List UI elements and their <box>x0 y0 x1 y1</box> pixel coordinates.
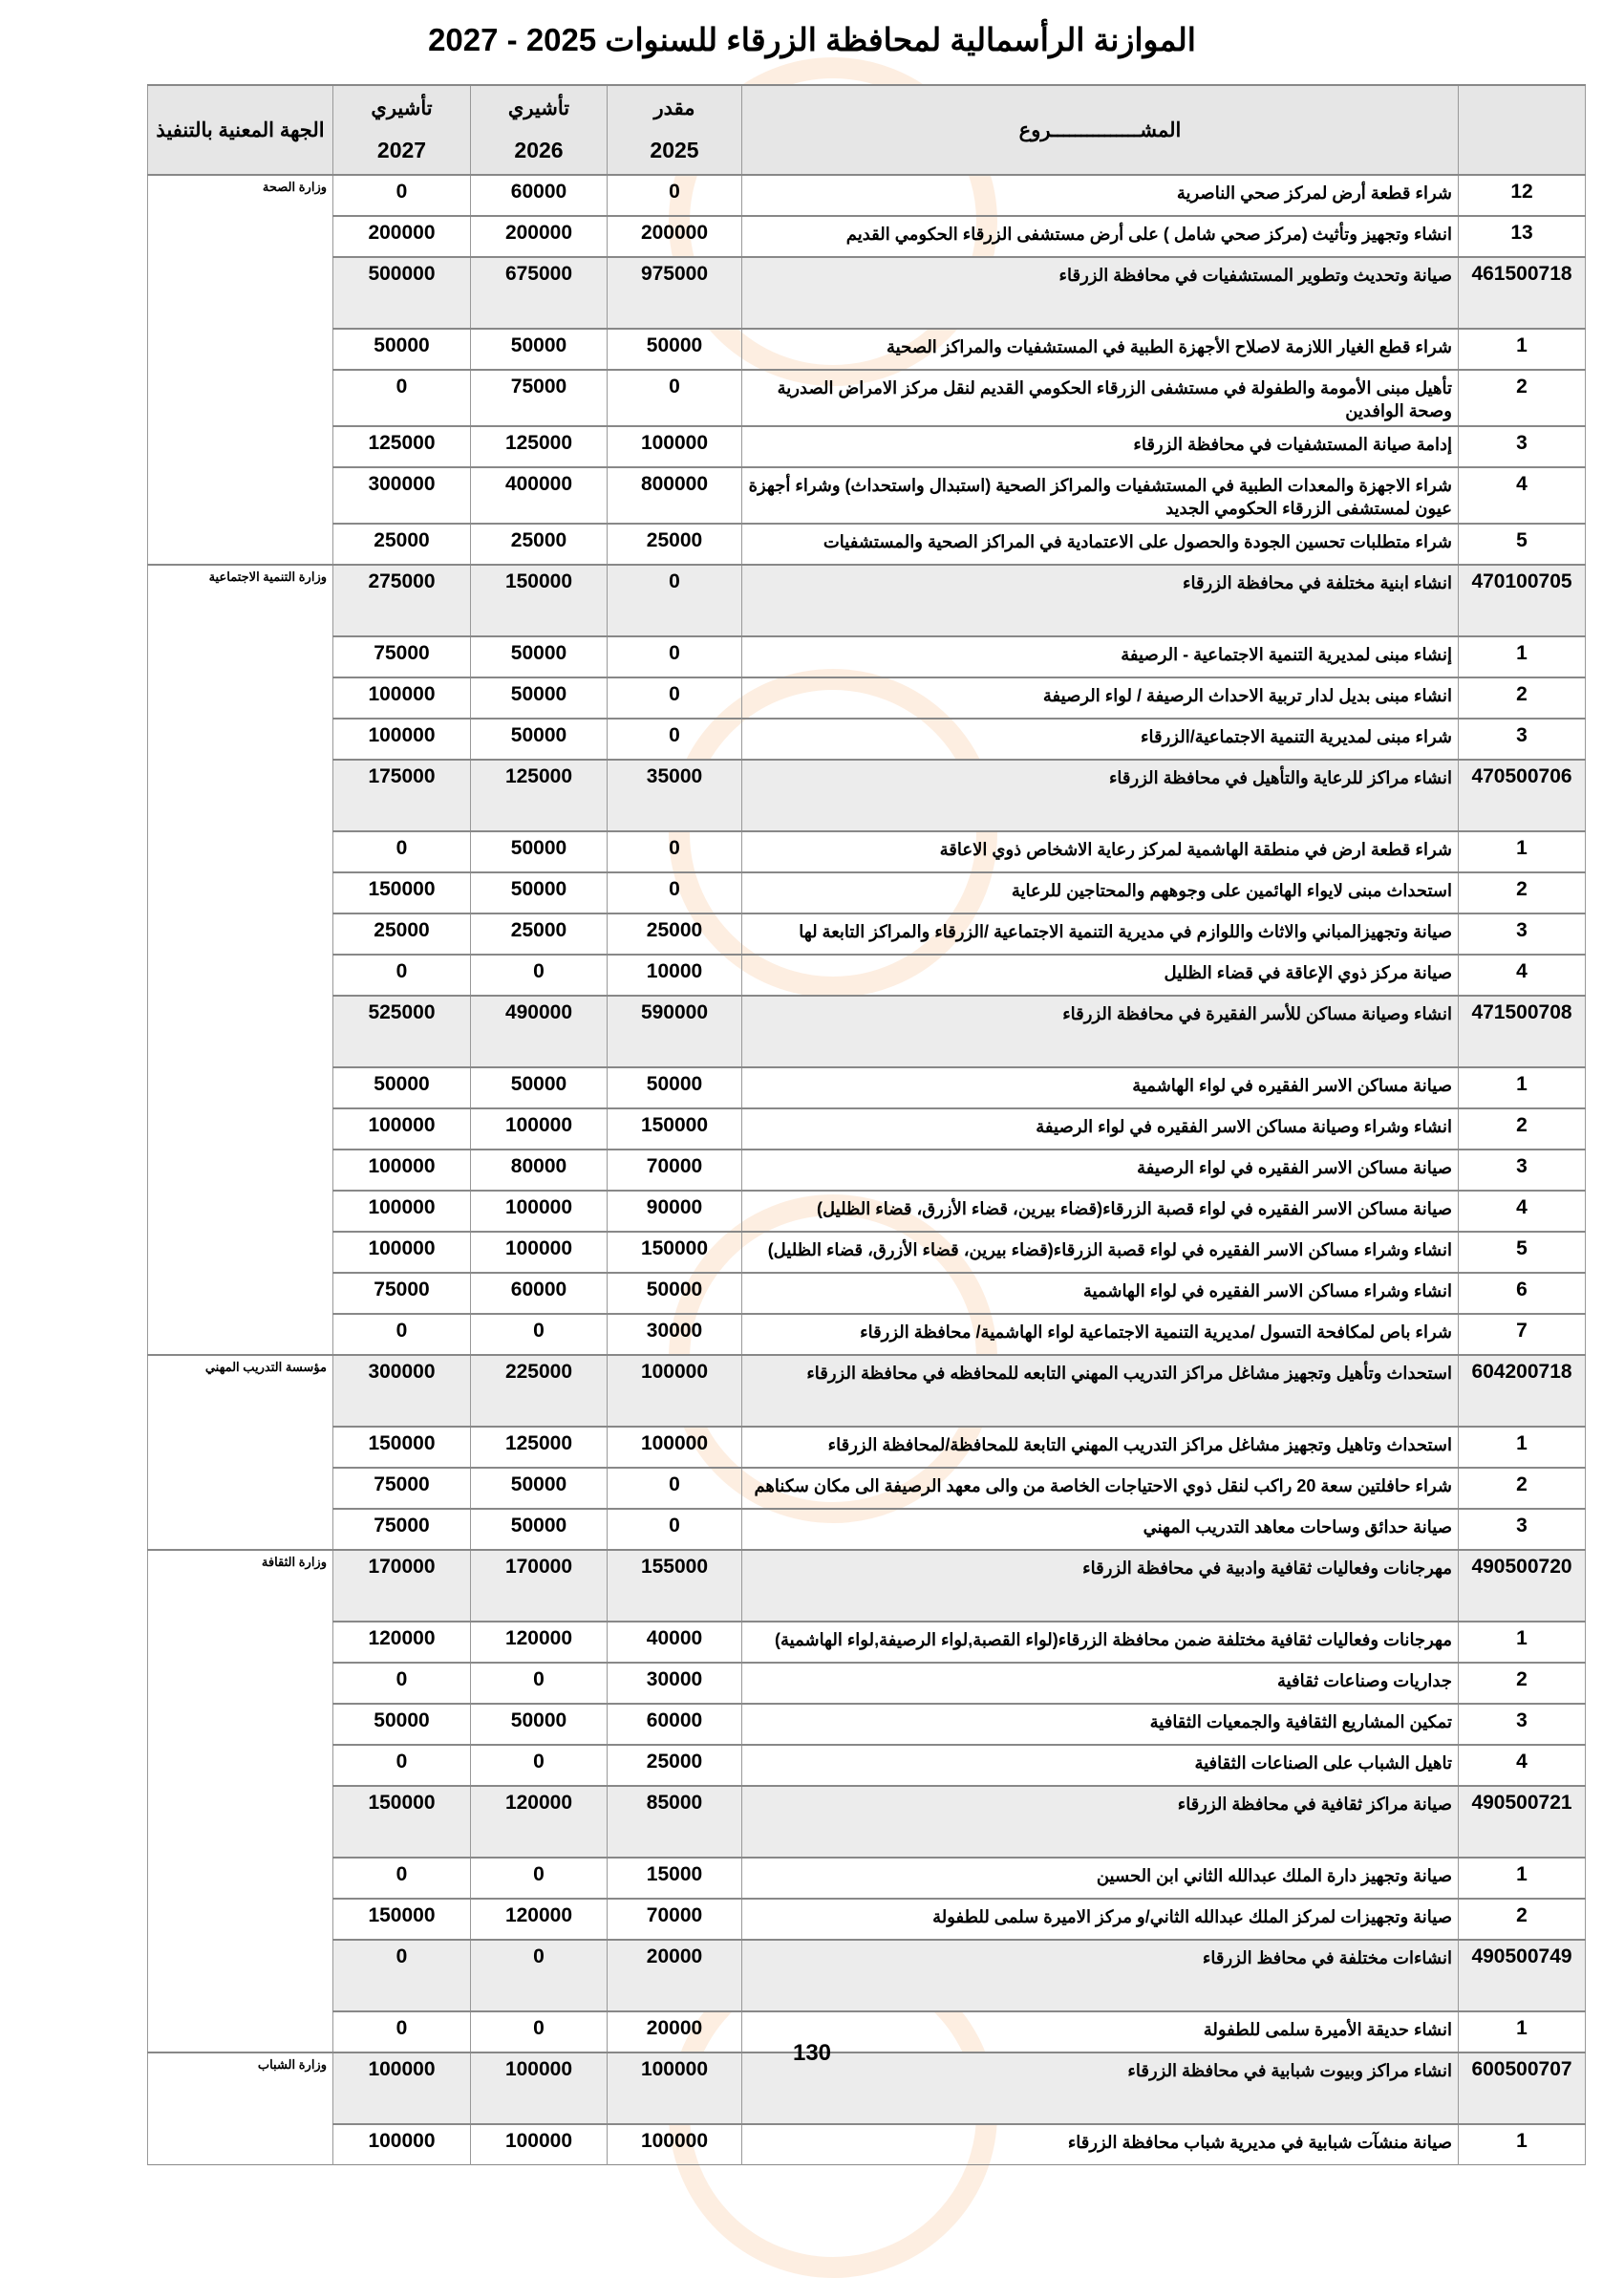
value-2025: 20000 <box>608 1940 742 2011</box>
value-2026: 50000 <box>471 1468 608 1509</box>
value-2025: 85000 <box>608 1786 742 1858</box>
project-name: صيانة وتجهيزات لمركز الملك عبدالله الثاني/و مركز الاميرة سلمى للطفولة <box>742 1899 1459 1940</box>
value-2025: 30000 <box>608 1314 742 1355</box>
value-2026: 120000 <box>471 1786 608 1858</box>
value-2025: 975000 <box>608 257 742 329</box>
value-2026: 60000 <box>471 1273 608 1314</box>
value-2025: 60000 <box>608 1704 742 1745</box>
value-2025: 25000 <box>608 524 742 565</box>
value-2027: 120000 <box>333 1622 471 1663</box>
value-2025: 40000 <box>608 1622 742 1663</box>
project-name: انشاءات مختلفة في محافظ الزرقاء <box>742 1940 1459 2011</box>
value-2027: 25000 <box>333 524 471 565</box>
project-name: انشاء ابنية مختلفة في محافظة الزرقاء <box>742 565 1459 636</box>
value-2026: 120000 <box>471 1899 608 1940</box>
project-name: شراء حافلتين سعة 20 راكب لنقل ذوي الاحتياجات الخاصة من والى معهد الرصيفة الى مكان سكناهم <box>742 1468 1459 1509</box>
project-code: 4 <box>1459 1191 1586 1232</box>
program-row <box>148 1786 1586 1858</box>
value-2026: 0 <box>471 955 608 996</box>
value-2026: 50000 <box>471 1067 608 1108</box>
value-2025: 100000 <box>608 2124 742 2165</box>
project-name: مهرجانات وفعاليات ثقافية وادبية في محافظة الزرقاء <box>742 1550 1459 1622</box>
page-title: الموازنة الرأسمالية لمحافظة الزرقاء للسنوات 2025 - 2027 <box>428 22 1196 57</box>
project-name: جداريات وصناعات ثقافية <box>742 1663 1459 1704</box>
value-2025: 100000 <box>608 1355 742 1427</box>
program-row <box>148 257 1586 329</box>
value-2026: 75000 <box>471 370 608 426</box>
value-2027: 500000 <box>333 257 471 329</box>
project-code: 604200718 <box>1459 1355 1586 1427</box>
value-2027: 0 <box>333 370 471 426</box>
project-code: 2 <box>1459 1663 1586 1704</box>
table-row <box>148 636 1586 677</box>
project-code: 490500721 <box>1459 1786 1586 1858</box>
project-name: صيانة مراكز ثقافية في محافظة الزرقاء <box>742 1786 1459 1858</box>
value-2026: 150000 <box>471 565 608 636</box>
project-name: مهرجانات وفعاليات ثقافية مختلفة ضمن محافظة الزرقاء(لواء القصبة,لواء الرصيفة,لواء الهاشمية) <box>742 1622 1459 1663</box>
project-name: انشاء وتجهيز وتأثيث (مركز صحي شامل ) على أرض مستشفى الزرقاء الحكومي القديم <box>742 216 1459 257</box>
project-name: صيانة وتحديث وتطوير المستشفيات في محافظة الزرقاء <box>742 257 1459 329</box>
implementing-ministry: وزارة الشباب <box>148 2052 333 2165</box>
value-2027: 100000 <box>333 677 471 719</box>
table-row <box>148 1314 1586 1355</box>
header-2027-label: تأشيري <box>371 97 433 119</box>
value-2025: 0 <box>608 565 742 636</box>
program-row <box>148 565 1586 636</box>
value-2025: 25000 <box>608 913 742 955</box>
header-code <box>1459 85 1586 175</box>
value-2025: 20000 <box>608 2011 742 2052</box>
value-2025: 0 <box>608 1468 742 1509</box>
project-name: تاهيل الشباب على الصناعات الثقافية <box>742 1745 1459 1786</box>
value-2026: 80000 <box>471 1150 608 1191</box>
value-2027: 150000 <box>333 1899 471 1940</box>
project-code: 2 <box>1459 1468 1586 1509</box>
project-code: 3 <box>1459 719 1586 760</box>
value-2026: 0 <box>471 1314 608 1355</box>
table-body <box>148 175 1586 2165</box>
value-2025: 25000 <box>608 1745 742 1786</box>
table-row <box>148 719 1586 760</box>
value-2026: 170000 <box>471 1550 608 1622</box>
project-code: 1 <box>1459 1858 1586 1899</box>
value-2026: 125000 <box>471 760 608 831</box>
table-row <box>148 370 1586 426</box>
value-2026: 200000 <box>471 216 608 257</box>
project-code: 2 <box>1459 677 1586 719</box>
table-row <box>148 467 1586 524</box>
value-2027: 150000 <box>333 1786 471 1858</box>
table-row <box>148 1468 1586 1509</box>
value-2025: 15000 <box>608 1858 742 1899</box>
project-name: استحداث وتأهيل وتجهيز مشاغل مراكز التدريب المهني التابعه للمحافظه في محافظة الزرقاء <box>742 1355 1459 1427</box>
value-2025: 150000 <box>608 1108 742 1150</box>
value-2026: 50000 <box>471 677 608 719</box>
program-row <box>148 996 1586 1067</box>
project-name: انشاء حديقة الأميرة سلمى للطفولة <box>742 2011 1459 2052</box>
value-2027: 75000 <box>333 1273 471 1314</box>
project-name: صيانة وتجهيز دارة الملك عبدالله الثاني ابن الحسين <box>742 1858 1459 1899</box>
table-row <box>148 329 1586 370</box>
project-name: انشاء وصيانة مساكن للأسر الفقيرة في محافظة الزرقاء <box>742 996 1459 1067</box>
program-row <box>148 1940 1586 2011</box>
project-code: 7 <box>1459 1314 1586 1355</box>
table-row <box>148 1622 1586 1663</box>
value-2025: 50000 <box>608 1273 742 1314</box>
value-2027: 0 <box>333 831 471 872</box>
program-row <box>148 1550 1586 1622</box>
value-2026: 100000 <box>471 1191 608 1232</box>
project-code: 5 <box>1459 524 1586 565</box>
value-2025: 0 <box>608 370 742 426</box>
implementing-ministry: وزارة الصحة <box>148 175 333 565</box>
value-2027: 100000 <box>333 2124 471 2165</box>
project-code: 4 <box>1459 467 1586 524</box>
project-name: صيانة حدائق وساحات معاهد التدريب المهني <box>742 1509 1459 1550</box>
value-2027: 50000 <box>333 1067 471 1108</box>
table-row <box>148 1663 1586 1704</box>
value-2027: 50000 <box>333 1704 471 1745</box>
value-2026: 50000 <box>471 872 608 913</box>
value-2025: 0 <box>608 1509 742 1550</box>
project-code: 470100705 <box>1459 565 1586 636</box>
value-2025: 100000 <box>608 1427 742 1468</box>
table-row <box>148 1191 1586 1232</box>
value-2026: 400000 <box>471 467 608 524</box>
table-row <box>148 524 1586 565</box>
project-name: صيانة مساكن الاسر الفقيره في لواء الرصيفة <box>742 1150 1459 1191</box>
project-name: شراء باص لمكافحة التسول /مديرية التنمية الاجتماعية لواء الهاشمية/ محافظة الزرقاء <box>742 1314 1459 1355</box>
value-2025: 150000 <box>608 1232 742 1273</box>
table-row <box>148 1067 1586 1108</box>
header-2026-label: تأشيري <box>507 97 570 119</box>
value-2025: 70000 <box>608 1899 742 1940</box>
value-2027: 0 <box>333 175 471 216</box>
table-row <box>148 1509 1586 1550</box>
value-2025: 0 <box>608 175 742 216</box>
value-2027: 50000 <box>333 329 471 370</box>
value-2027: 0 <box>333 1663 471 1704</box>
program-row <box>148 1355 1586 1427</box>
value-2026: 120000 <box>471 1622 608 1663</box>
table-row <box>148 1150 1586 1191</box>
project-name: انشاء مبنى بديل لدار تربية الاحداث الرصيفة / لواء الرصيفة <box>742 677 1459 719</box>
value-2027: 150000 <box>333 1427 471 1468</box>
value-2026: 225000 <box>471 1355 608 1427</box>
value-2026: 675000 <box>471 257 608 329</box>
budget-table <box>147 84 1586 2165</box>
value-2026: 125000 <box>471 426 608 467</box>
project-code: 461500718 <box>1459 257 1586 329</box>
project-code: 1 <box>1459 2124 1586 2165</box>
program-row <box>148 760 1586 831</box>
implementing-ministry: مؤسسة التدريب المهني <box>148 1355 333 1550</box>
value-2026: 0 <box>471 1858 608 1899</box>
project-code: 2 <box>1459 1899 1586 1940</box>
project-code: 2 <box>1459 1108 1586 1150</box>
project-name: شراء مبنى لمديرية التنمية الاجتماعية/الزرقاء <box>742 719 1459 760</box>
value-2025: 200000 <box>608 216 742 257</box>
project-code: 13 <box>1459 216 1586 257</box>
value-2027: 525000 <box>333 996 471 1067</box>
page-number: 130 <box>792 2040 832 2066</box>
project-code: 6 <box>1459 1273 1586 1314</box>
project-name: إدامة صيانة المستشفيات في محافظة الزرقاء <box>742 426 1459 467</box>
value-2026: 100000 <box>471 2124 608 2165</box>
value-2026: 0 <box>471 1745 608 1786</box>
project-code: 5 <box>1459 1232 1586 1273</box>
value-2027: 100000 <box>333 1150 471 1191</box>
value-2027: 100000 <box>333 719 471 760</box>
table-row <box>148 1858 1586 1899</box>
value-2026: 0 <box>471 1663 608 1704</box>
value-2025: 0 <box>608 831 742 872</box>
project-code: 4 <box>1459 955 1586 996</box>
project-code: 2 <box>1459 872 1586 913</box>
value-2027: 275000 <box>333 565 471 636</box>
table-row <box>148 1273 1586 1314</box>
implementing-ministry: وزارة الثقافة <box>148 1550 333 2052</box>
table-header-row <box>148 85 1586 175</box>
table-row <box>148 831 1586 872</box>
header-project: المشـــــــــــــــروع <box>742 85 1459 175</box>
value-2027: 300000 <box>333 1355 471 1427</box>
project-code: 3 <box>1459 426 1586 467</box>
value-2027: 25000 <box>333 913 471 955</box>
project-code: 1 <box>1459 1067 1586 1108</box>
value-2025: 590000 <box>608 996 742 1067</box>
project-name: استحداث وتاهيل وتجهيز مشاغل مراكز التدريب المهني التابعة للمحافظة/لمحافظة الزرقاء <box>742 1427 1459 1468</box>
value-2025: 100000 <box>608 2052 742 2124</box>
value-2025: 0 <box>608 636 742 677</box>
project-name: انشاء وشراء وصيانة مساكن الاسر الفقيره في لواء الرصيفة <box>742 1108 1459 1150</box>
value-2026: 25000 <box>471 524 608 565</box>
project-name: استحداث مبنى لايواء الهائمين على وجوههم والمحتاجين للرعاية <box>742 872 1459 913</box>
project-name: صيانة وتجهيزالمباني والاثاث واللوازم في مديرية التنمية الاجتماعية /الزرقاء والمراكز التابعة لها <box>742 913 1459 955</box>
project-code: 1 <box>1459 2011 1586 2052</box>
table-row <box>148 872 1586 913</box>
value-2027: 200000 <box>333 216 471 257</box>
value-2025: 0 <box>608 719 742 760</box>
value-2026: 50000 <box>471 719 608 760</box>
project-code: 3 <box>1459 1704 1586 1745</box>
project-code: 1 <box>1459 636 1586 677</box>
table-row <box>148 216 1586 257</box>
table-row <box>148 175 1586 216</box>
project-name: صيانة مركز ذوي الإعاقة في قضاء الظليل <box>742 955 1459 996</box>
project-name: انشاء مراكز للرعاية والتأهيل في محافظة الزرقاء <box>742 760 1459 831</box>
project-code: 4 <box>1459 1745 1586 1786</box>
project-code: 2 <box>1459 370 1586 426</box>
value-2027: 100000 <box>333 1191 471 1232</box>
project-code: 600500707 <box>1459 2052 1586 2124</box>
header-2025-label: مقدر <box>653 97 695 119</box>
project-code: 12 <box>1459 175 1586 216</box>
value-2027: 75000 <box>333 1509 471 1550</box>
value-2025: 800000 <box>608 467 742 524</box>
table-row <box>148 1108 1586 1150</box>
value-2027: 175000 <box>333 760 471 831</box>
table-row <box>148 1745 1586 1786</box>
value-2026: 50000 <box>471 1704 608 1745</box>
value-2025: 0 <box>608 872 742 913</box>
value-2027: 0 <box>333 1858 471 1899</box>
table-row <box>148 1899 1586 1940</box>
project-code: 1 <box>1459 1622 1586 1663</box>
value-2026: 50000 <box>471 831 608 872</box>
value-2025: 35000 <box>608 760 742 831</box>
header-2026-year: 2026 <box>514 138 564 162</box>
value-2027: 150000 <box>333 872 471 913</box>
value-2026: 50000 <box>471 329 608 370</box>
value-2027: 0 <box>333 2011 471 2052</box>
value-2027: 100000 <box>333 2052 471 2124</box>
header-2026 <box>471 85 608 175</box>
project-code: 1 <box>1459 329 1586 370</box>
header-ministry: الجهة المعنية بالتنفيذ <box>148 85 333 175</box>
value-2027: 75000 <box>333 636 471 677</box>
project-name: شراء قطع الغيار اللازمة لاصلاح الأجهزة الطبية في المستشفيات والمراكز الصحية <box>742 329 1459 370</box>
value-2027: 0 <box>333 955 471 996</box>
project-name: انشاء مراكز وبيوت شبابية في محافظة الزرقاء <box>742 2052 1459 2124</box>
project-name: صيانة منشآت شبابية في مديرية شباب محافظة الزرقاء <box>742 2124 1459 2165</box>
value-2025: 50000 <box>608 1067 742 1108</box>
value-2026: 125000 <box>471 1427 608 1468</box>
value-2027: 300000 <box>333 467 471 524</box>
project-code: 490500720 <box>1459 1550 1586 1622</box>
project-name: انشاء وشراء مساكن الاسر الفقيره في لواء الهاشمية <box>742 1273 1459 1314</box>
header-2025 <box>608 85 742 175</box>
value-2025: 90000 <box>608 1191 742 1232</box>
value-2026: 100000 <box>471 2052 608 2124</box>
project-code: 471500708 <box>1459 996 1586 1067</box>
value-2027: 170000 <box>333 1550 471 1622</box>
header-2027 <box>333 85 471 175</box>
value-2027: 100000 <box>333 1232 471 1273</box>
value-2027: 125000 <box>333 426 471 467</box>
value-2025: 155000 <box>608 1550 742 1622</box>
value-2025: 10000 <box>608 955 742 996</box>
table-row <box>148 426 1586 467</box>
project-code: 1 <box>1459 831 1586 872</box>
value-2026: 50000 <box>471 1509 608 1550</box>
value-2025: 50000 <box>608 329 742 370</box>
value-2027: 0 <box>333 1940 471 2011</box>
value-2027: 100000 <box>333 1108 471 1150</box>
project-name: شراء الاجهزة والمعدات الطبية في المستشفيات والمراكز الصحية (استبدال واستحداث) وشراء أجهزة عيون لمستشفى الزرقاء الحكومي الجديد <box>742 467 1459 524</box>
project-name: شراء متطلبات تحسين الجودة والحصول على الاعتمادية في المراكز الصحية والمستشفيات <box>742 524 1459 565</box>
value-2026: 0 <box>471 2011 608 2052</box>
value-2026: 50000 <box>471 636 608 677</box>
header-2025-year: 2025 <box>650 138 699 162</box>
project-code: 3 <box>1459 1150 1586 1191</box>
project-code: 3 <box>1459 1509 1586 1550</box>
table-row <box>148 955 1586 996</box>
project-name: شراء قطعة ارض في منطقة الهاشمية لمركز رعاية الاشخاص ذوي الاعاقة <box>742 831 1459 872</box>
value-2026: 100000 <box>471 1232 608 1273</box>
project-name: صيانة مساكن الاسر الفقيره في لواء الهاشمية <box>742 1067 1459 1108</box>
value-2027: 75000 <box>333 1468 471 1509</box>
value-2025: 0 <box>608 677 742 719</box>
project-code: 470500706 <box>1459 760 1586 831</box>
table-row <box>148 913 1586 955</box>
value-2027: 0 <box>333 1314 471 1355</box>
project-code: 1 <box>1459 1427 1586 1468</box>
value-2027: 0 <box>333 1745 471 1786</box>
project-name: صيانة مساكن الاسر الفقيره في لواء قصبة الزرقاء(قضاء بيرين، قضاء الأزرق، قضاء الظليل) <box>742 1191 1459 1232</box>
project-code: 490500749 <box>1459 1940 1586 2011</box>
value-2026: 490000 <box>471 996 608 1067</box>
value-2026: 60000 <box>471 175 608 216</box>
project-name: إنشاء مبنى لمديرية التنمية الاجتماعية - الرصيفة <box>742 636 1459 677</box>
project-name: شراء قطعة أرض لمركز صحي الناصرية <box>742 175 1459 216</box>
table-row <box>148 677 1586 719</box>
project-name: تأهيل مبنى الأمومة والطفولة في مستشفى الزرقاء الحكومي القديم لنقل مركز الامراض الصدرية وصحة الوافدين <box>742 370 1459 426</box>
implementing-ministry: وزارة التنمية الاجتماعية <box>148 565 333 1355</box>
project-code: 3 <box>1459 913 1586 955</box>
header-2027-year: 2027 <box>376 138 427 162</box>
table-row <box>148 1232 1586 1273</box>
value-2025: 70000 <box>608 1150 742 1191</box>
table-row <box>148 1427 1586 1468</box>
value-2025: 30000 <box>608 1663 742 1704</box>
project-name: تمكين المشاريع الثقافية والجمعيات الثقافية <box>742 1704 1459 1745</box>
value-2025: 100000 <box>608 426 742 467</box>
project-name: انشاء وشراء مساكن الاسر الفقيره في لواء قصبة الزرقاء(قضاء بيرين، قضاء الأزرق، قضاء الظليل) <box>742 1232 1459 1273</box>
table-row <box>148 1704 1586 1745</box>
value-2026: 100000 <box>471 1108 608 1150</box>
value-2026: 25000 <box>471 913 608 955</box>
table-row <box>148 2124 1586 2165</box>
value-2026: 0 <box>471 1940 608 2011</box>
